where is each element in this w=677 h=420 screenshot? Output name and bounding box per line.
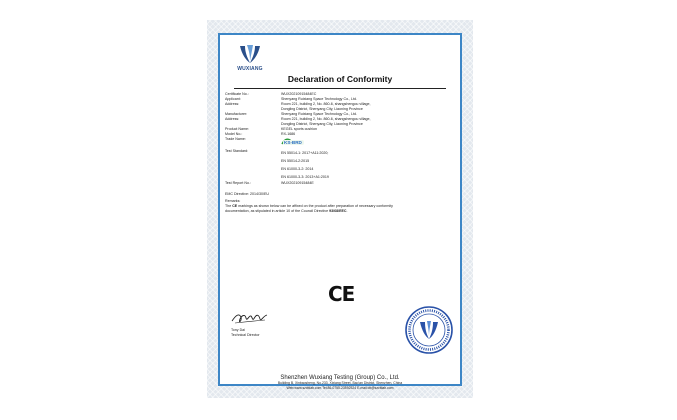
wuxiang-logo-icon xyxy=(237,43,263,65)
signature-icon xyxy=(230,309,270,327)
trade-name-value xyxy=(281,137,454,146)
company-seal-icon xyxy=(404,305,454,355)
standard-item: EN 61000-3-2: 2014 xyxy=(281,167,314,171)
directive-text: EMC Directive: 2014/30/EU xyxy=(225,192,269,196)
test-standard-row xyxy=(225,149,454,181)
logo-text: WUXIANG xyxy=(237,66,263,72)
standard-item: EN 61000-3-3: 2013+A1:2019 xyxy=(281,175,329,179)
standard-item: EN 55014-2:2015 xyxy=(281,159,310,163)
certificate-frame xyxy=(218,33,462,390)
trade-name-logo-icon xyxy=(281,137,305,146)
certificate-body xyxy=(225,92,454,214)
ce-mark-text: CE xyxy=(328,282,355,306)
field-value: RX-1686 xyxy=(281,132,296,136)
remarks-text: markings as shown below can be affixed on the product after preparation of necessary conformity xyxy=(237,204,393,208)
field-row xyxy=(225,102,454,112)
field-label: Test Standard: xyxy=(225,149,249,153)
field-row xyxy=(225,117,454,127)
footer xyxy=(220,375,460,391)
field-label: Applicant: xyxy=(225,97,241,101)
standards-list xyxy=(281,149,454,181)
company-logo xyxy=(234,43,266,72)
field-label: Certificate No.: xyxy=(225,92,249,96)
field-label: Test Report No.: xyxy=(225,181,251,185)
field-value: WUX20210915484E xyxy=(281,181,314,185)
svg-text:KS-BRD: KS-BRD xyxy=(284,140,302,146)
field-label: Address: xyxy=(225,102,240,106)
remarks-text: The xyxy=(225,204,233,208)
signatory-title: Technical Director xyxy=(231,333,260,337)
field-label: Model No.: xyxy=(225,132,243,136)
field-value xyxy=(281,102,454,112)
certificate xyxy=(207,20,473,398)
remarks-line xyxy=(225,209,454,214)
ce-mark xyxy=(328,282,354,307)
field-label: Trade Name: xyxy=(225,137,246,141)
field-label: Manufacturer: xyxy=(225,112,248,116)
remarks-label: Remarks: xyxy=(225,199,241,203)
footer-contact: Web:www.szcttlab.com Tel:86-0755-23592524 E-mail:ctt@szcttlab.com xyxy=(286,386,394,390)
address-line: Room 221, building 2, No. 860-6, shangshengou village, xyxy=(281,102,371,106)
address-line: Dongling District, Shenyang City, Liaoning Province xyxy=(281,122,363,126)
remarks-text: . xyxy=(346,209,348,213)
signatory-name: Tony Dai xyxy=(231,328,245,332)
field-value: Shenyang Ruixiang Space Technology Co., Ltd. xyxy=(281,97,358,101)
field-value: Shenyang Ruixiang Space Technology Co., Ltd. xyxy=(281,112,358,116)
footer-address: Building B, Xinbaosheng, No.233, Xixiang Street, Bao'an District, Shenzhen, China xyxy=(277,381,403,385)
field-label: Product Name: xyxy=(225,127,249,131)
field-value: WUX20210915484EC xyxy=(281,92,317,96)
signatory-block xyxy=(231,328,260,338)
field-value: KEGEL sports cushion xyxy=(281,127,318,131)
field-label: Address: xyxy=(225,117,240,121)
title-divider xyxy=(234,88,446,89)
field-row xyxy=(225,181,454,186)
footer-company: Shenzhen Wuxiang Testing (Group) Co., Ltd. xyxy=(280,375,400,381)
address-line: Dongling District, Shenyang City, Liaoning Province xyxy=(281,107,363,111)
remarks-bold: CE xyxy=(232,204,238,208)
remarks-text: documentation, as stipulated in article 10 of the Council Directive xyxy=(225,209,330,213)
remarks-bold: 93/68/EEC xyxy=(329,209,347,213)
document-title: Declaration of Conformity xyxy=(287,74,393,84)
address-line: Room 221, building 2, No. 860-6, shangshengou village, xyxy=(281,117,371,121)
trade-name-row xyxy=(225,137,454,146)
standard-item: EN 55014-1: 2017+A11:2020; xyxy=(281,151,329,155)
field-value xyxy=(281,117,454,127)
